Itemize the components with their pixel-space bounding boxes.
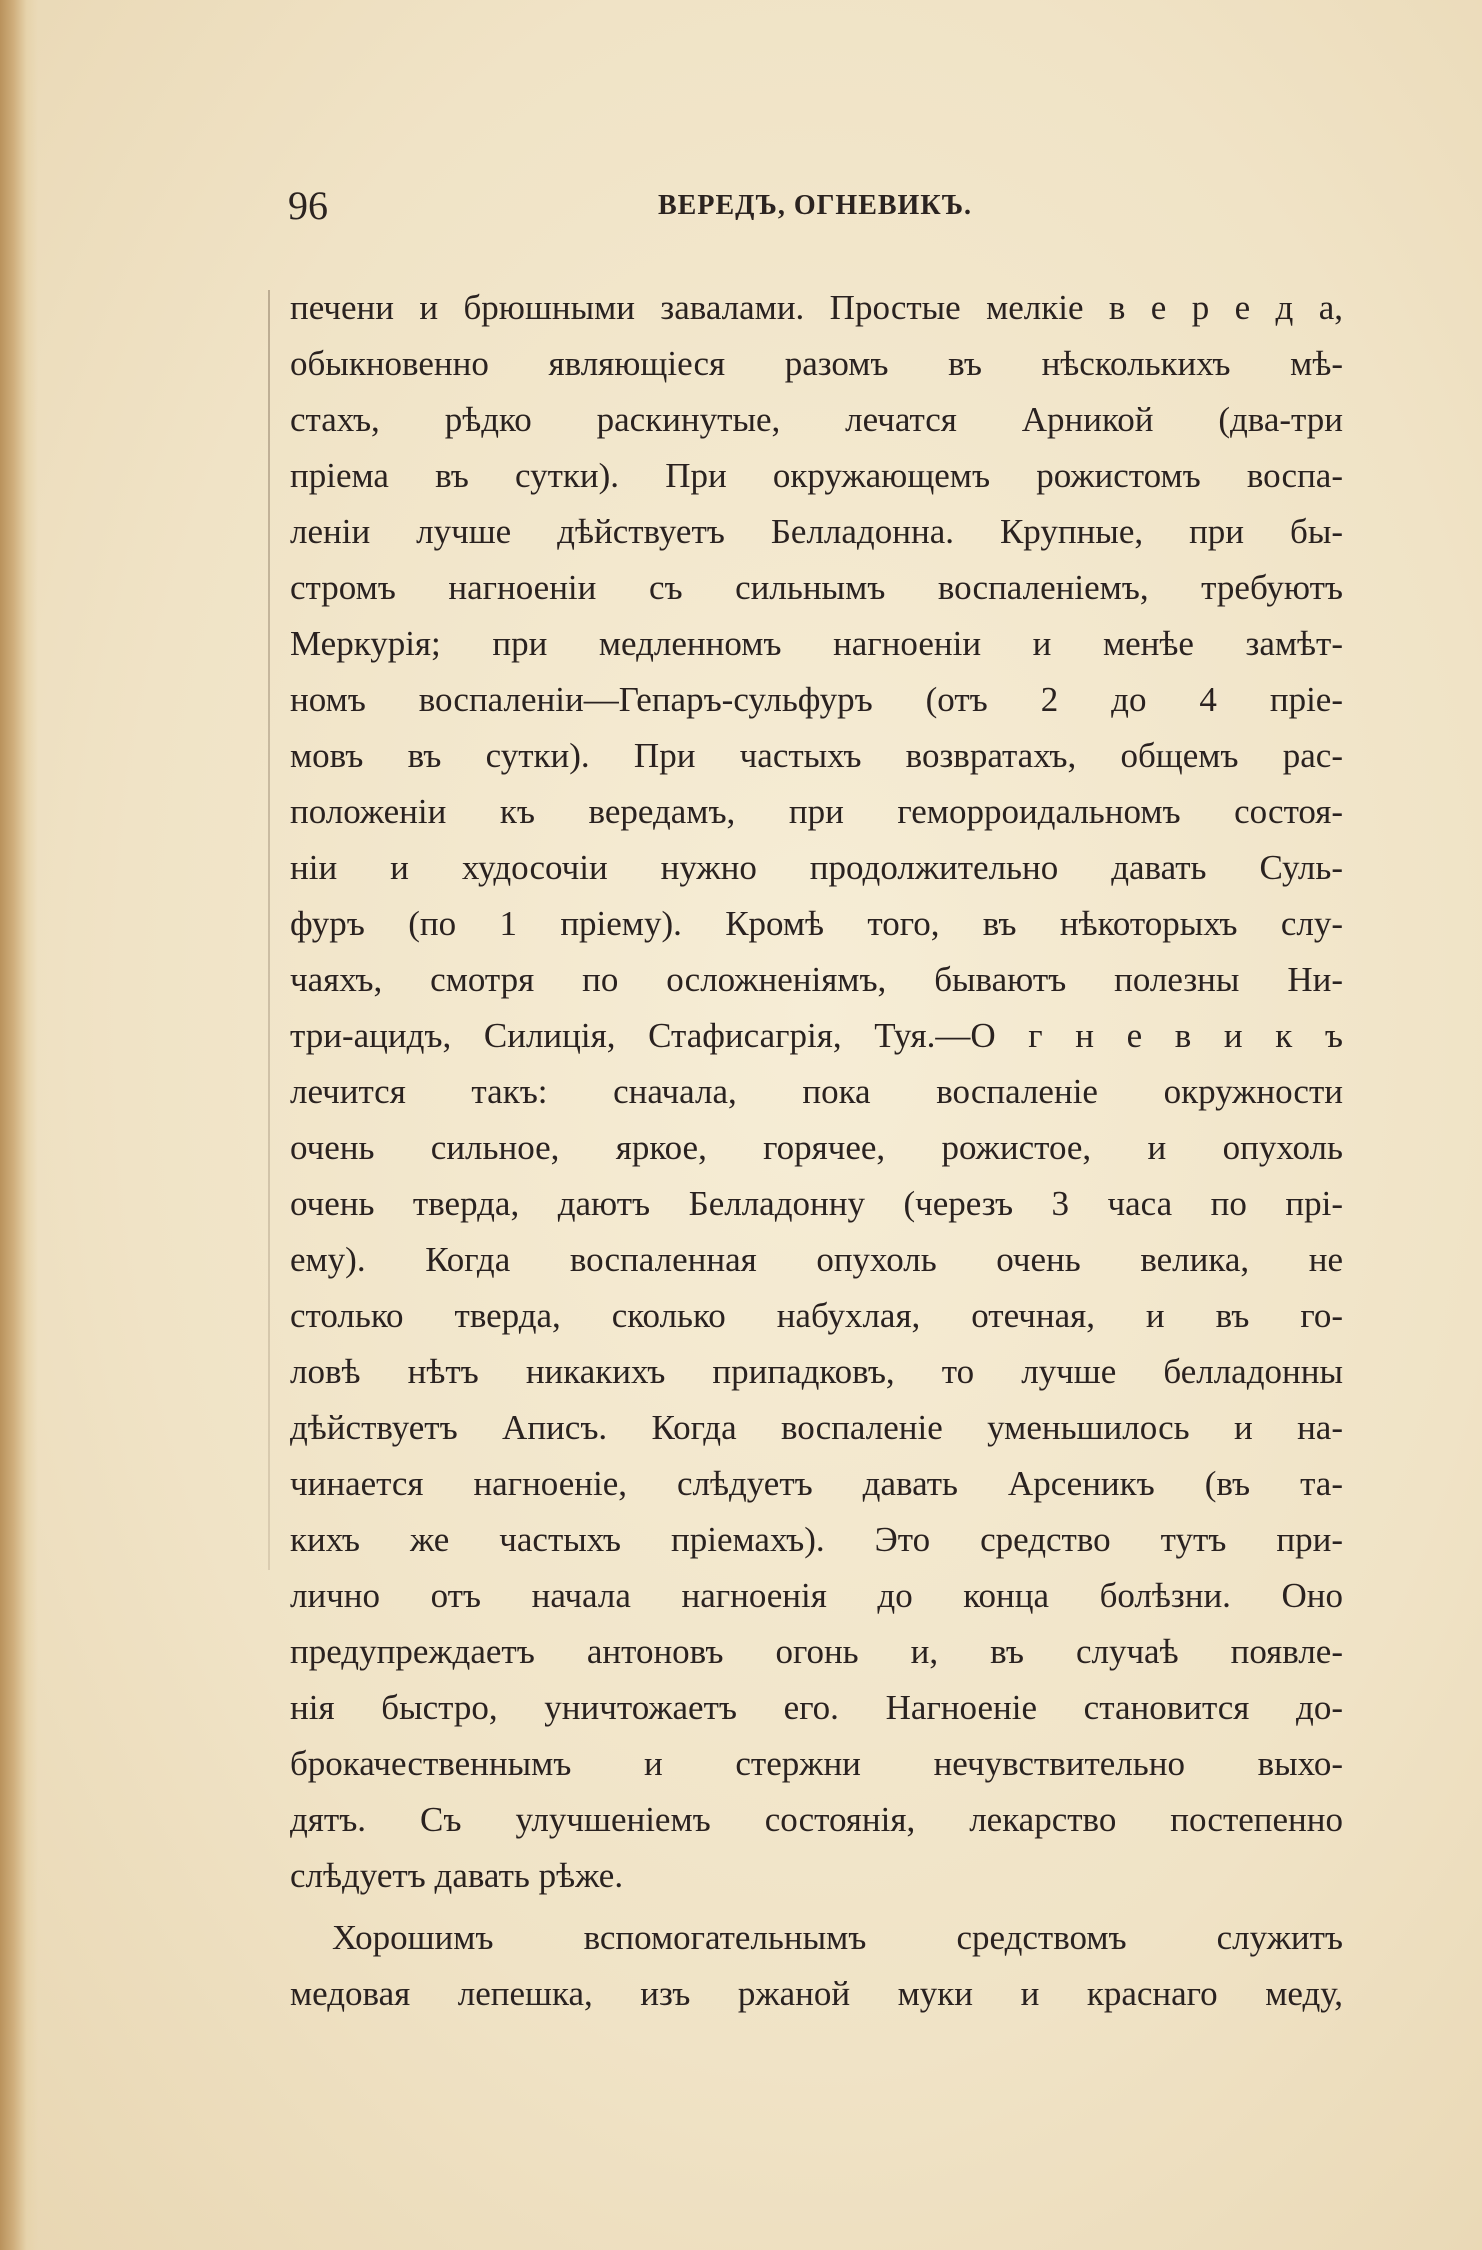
text-line: леніи лучше дѣйствуетъ Белладонна. Крупные, при бы- — [290, 512, 1343, 551]
text-line: Меркурія; при медленномъ нагноеніи и менѣе замѣт- — [290, 624, 1343, 663]
text-line: ему). Когда воспаленная опухоль очень велика, не — [290, 1240, 1343, 1279]
text-line: очень тверда, даютъ Белладонну (черезъ 3 часа по прі- — [290, 1184, 1343, 1223]
text-line: лечится такъ: сначала, пока воспаленіе окружности — [290, 1072, 1343, 1111]
text-line: печени и брюшными завалами. Простые мелкіе в е р е д а, — [290, 288, 1343, 327]
running-head-title: ВЕРЕДЪ, ОГНЕВИКЪ. — [658, 190, 973, 221]
text-line: слѣдуетъ давать рѣже. — [290, 1856, 624, 1895]
text-line: медовая лепешка, изъ ржаной муки и краснаго меду, — [290, 1974, 1343, 2013]
text-line: лично отъ начала нагноенія до конца болѣзни. Оно — [290, 1576, 1343, 1615]
text-line: предупреждаетъ антоновъ огонь и, въ случаѣ появле- — [290, 1632, 1343, 1671]
text-line: Хорошимъ вспомогательнымъ средствомъ служитъ — [332, 1918, 1343, 1957]
text-line: нія быстро, уничтожаетъ его. Нагноеніе становится до- — [290, 1688, 1343, 1727]
body-text — [290, 280, 1343, 2022]
margin-rule-line — [268, 290, 270, 1570]
text-line: ніи и худосочіи нужно продолжительно давать Суль- — [290, 848, 1343, 887]
text-line: чинается нагноеніе, слѣдуетъ давать Арсеникъ (въ та- — [290, 1464, 1343, 1503]
text-line: кихъ же частыхъ пріемахъ). Это средство тутъ при- — [290, 1520, 1343, 1559]
text-line: дѣйствуетъ Аписъ. Когда воспаленіе уменьшилось и на- — [290, 1408, 1343, 1447]
text-line: брокачественнымъ и стержни нечувствительно выхо- — [290, 1744, 1343, 1783]
text-line: мовъ въ сутки). При частыхъ возвратахъ, общемъ рас- — [290, 736, 1343, 775]
text-line: дятъ. Съ улучшеніемъ состоянія, лекарство постепенно — [290, 1800, 1343, 1839]
text-line: стахъ, рѣдко раскинутые, лечатся Арникой (два-три — [290, 400, 1343, 439]
text-line: обыкновенно являющіеся разомъ въ нѣсколькихъ мѣ- — [290, 344, 1343, 383]
text-line: номъ воспаленіи—Гепаръ-сульфуръ (отъ 2 до 4 пріе- — [290, 680, 1343, 719]
text-line: три-ацидъ, Силиція, Стафисагрія, Туя.—О г н е в и к ъ — [290, 1016, 1343, 1055]
text-line: фуръ (по 1 пріему). Кромѣ того, въ нѣкоторыхъ слу- — [290, 904, 1343, 943]
text-line: ловѣ нѣтъ никакихъ припадковъ, то лучше белладонны — [290, 1352, 1343, 1391]
text-line: столько тверда, сколько набухлая, отечная, и въ го- — [290, 1296, 1343, 1335]
page-number: 96 — [288, 183, 328, 228]
text-line: пріема въ сутки). При окружающемъ рожистомъ воспа- — [290, 456, 1343, 495]
running-head — [288, 178, 1343, 234]
book-binding-edge — [0, 0, 38, 2250]
text-line: чаяхъ, смотря по осложненіямъ, бываютъ полезны Ни- — [290, 960, 1343, 999]
text-line: стромъ нагноеніи съ сильнымъ воспаленіемъ, требуютъ — [290, 568, 1343, 607]
text-line: очень сильное, яркое, горячее, рожистое, и опухоль — [290, 1128, 1343, 1167]
text-line: положеніи къ вередамъ, при геморроидальномъ состоя- — [290, 792, 1343, 831]
